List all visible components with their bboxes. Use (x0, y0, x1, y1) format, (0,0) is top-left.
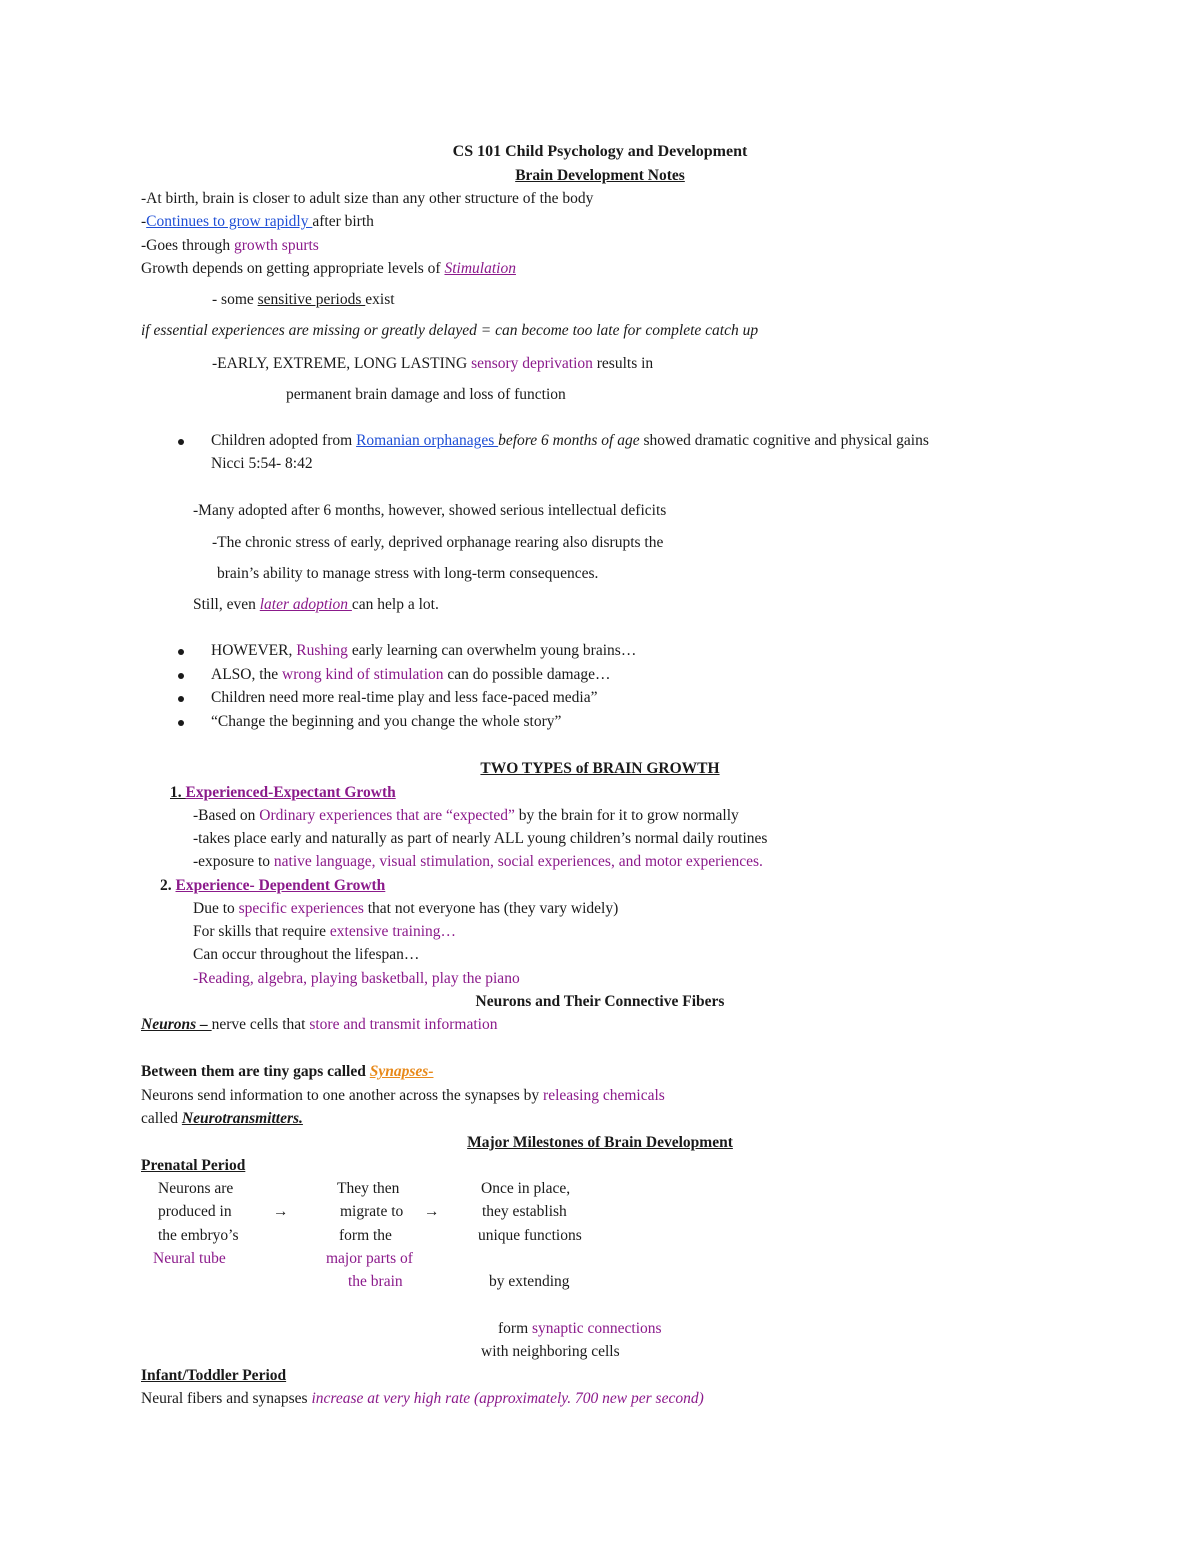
text: -exposure to (193, 853, 274, 870)
two-types-heading: TWO TYPES of BRAIN GROWTH (480, 760, 720, 777)
highlight-stimulation: Stimulation (444, 260, 516, 277)
text: -Goes through (141, 237, 234, 254)
mid-line-1: -Many adopted after 6 months, however, showed serious intellectual deficits (193, 502, 667, 519)
col1-neural-tube: Neural tube (153, 1250, 226, 1267)
highlight-exposure: native language, visual stimulation, social experiences, and motor experiences. (273, 853, 763, 870)
bullet-dot (178, 696, 184, 702)
text: can do possible damage… (443, 666, 611, 683)
col3-line-1: Once in place, (481, 1180, 571, 1197)
text: after birth (312, 213, 374, 230)
bullet-romanian-time: Nicci 5:54- 8:42 (211, 455, 313, 472)
page-subtitle: Brain Development Notes (515, 167, 685, 184)
highlight-growth-spurts: growth spurts (234, 237, 319, 254)
text: Neural fibers and synapses (141, 1390, 312, 1407)
bullet-dot (178, 439, 184, 445)
infant-heading: Infant/Toddler Period (141, 1367, 287, 1384)
highlight-rate: increase at very high rate (approximately. 700 new per second) (311, 1390, 704, 1407)
text: Still, even (193, 596, 260, 613)
term-neurotransmitters: Neurotransmitters. (181, 1110, 303, 1127)
intro-line-4 (141, 260, 516, 278)
type-2-line-2 (193, 923, 456, 941)
highlight-sensory-deprivation: sensory deprivation (471, 355, 593, 372)
type-1-heading (170, 784, 396, 802)
intro-line-5 (212, 291, 395, 309)
type-2-line-3: Can occur throughout the lifespan… (193, 946, 420, 963)
highlight-rushing: Rushing (296, 642, 348, 659)
text: can help a lot. (351, 596, 439, 613)
type-1-line-3 (193, 853, 763, 871)
term-neurons: Neurons – (141, 1016, 212, 1033)
bullet-quote: “Change the beginning and you change the whole story” (211, 713, 562, 730)
arrow-right-icon: → (424, 1203, 440, 1220)
text: results in (592, 355, 654, 372)
bullet-however (211, 642, 636, 660)
col2-major-parts: major parts of (326, 1250, 413, 1267)
intro-line-1: -At birth, brain is closer to adult size than any other structure of the body (141, 190, 594, 207)
type-2-title: Experience- Dependent Growth (175, 877, 386, 894)
mid-line-2: -The chronic stress of early, deprived orphanage rearing also disrupts the (212, 534, 664, 551)
mid-line-3: brain’s ability to manage stress with long-term consequences. (217, 565, 599, 582)
text: HOWEVER, (211, 642, 297, 659)
intro-line-2 (141, 213, 374, 231)
col1-line-1: Neurons are (158, 1180, 234, 1197)
type-1-line-2: -takes place early and naturally as part of nearly ALL young children’s normal daily routines (193, 830, 768, 847)
arrow-right-icon: → (273, 1203, 289, 1220)
text: exist (365, 291, 395, 308)
term-synapses: Synapses- (369, 1063, 434, 1080)
intro-line-8: permanent brain damage and loss of function (286, 386, 566, 403)
highlight-ordinary: Ordinary experiences that are “expected” (259, 807, 515, 824)
highlight-training: extensive training… (329, 923, 457, 940)
infant-line (141, 1390, 704, 1408)
col1-line-2: produced in (158, 1203, 232, 1220)
text: early learning can overwhelm young brains… (347, 642, 637, 659)
synapses-line (141, 1063, 433, 1081)
text: Children adopted from (211, 432, 357, 449)
prenatal-heading: Prenatal Period (141, 1157, 246, 1174)
neurons-definition (141, 1016, 497, 1034)
highlight-synaptic: synaptic connections (532, 1320, 662, 1337)
col2-line-3: form the (339, 1227, 392, 1244)
text: -Based on (193, 807, 260, 824)
bullet-dot (178, 673, 184, 679)
col3-line-2: they establish (482, 1203, 567, 1220)
text: by the brain for it to grow normally (514, 807, 739, 824)
neurons-heading: Neurons and Their Connective Fibers (475, 993, 725, 1010)
col1-line-3: the embryo’s (158, 1227, 239, 1244)
text: Between them are tiny gaps called (141, 1063, 370, 1080)
highlight-store-transmit: store and transmit information (309, 1016, 498, 1033)
number: 2. (160, 877, 176, 894)
text: For skills that require (193, 923, 330, 940)
page-title: CS 101 Child Psychology and Development (452, 143, 748, 160)
text: showed dramatic cognitive and physical gains (639, 432, 929, 449)
text: before 6 months of age (498, 432, 640, 449)
grow-rapidly-link[interactable]: Continues to grow rapidly (146, 213, 313, 230)
intro-line-7 (212, 355, 653, 373)
mid-line-4 (193, 596, 439, 614)
col2-brain: the brain (348, 1273, 403, 1290)
text: called (141, 1110, 182, 1127)
neurotransmitter-line-2 (141, 1110, 303, 1128)
text: nerve cells that (211, 1016, 310, 1033)
col3-form (498, 1320, 662, 1338)
bullet-children-need: Children need more real-time play and less face-paced media” (211, 689, 598, 706)
highlight-wrong-stimulation: wrong kind of stimulation (282, 666, 444, 683)
text: that not everyone has (they vary widely) (363, 900, 619, 917)
type-2-heading (160, 877, 385, 895)
milestones-heading: Major Milestones of Brain Development (467, 1134, 733, 1151)
bullet-also (211, 666, 611, 684)
number: 1. (170, 784, 186, 801)
text: Due to (193, 900, 239, 917)
type-1-title: Experienced-Expectant Growth (185, 784, 396, 801)
col2-line-1: They then (337, 1180, 400, 1197)
dash: - (141, 213, 147, 230)
type-2-line-4: -Reading, algebra, playing basketball, play the piano (193, 970, 520, 987)
text: form (498, 1320, 533, 1337)
bullet-dot (178, 649, 184, 655)
romanian-orphanages-link[interactable]: Romanian orphanages (356, 432, 499, 449)
type-1-line-1 (193, 807, 739, 825)
intro-line-3 (141, 237, 319, 255)
neurotransmitter-line-1 (141, 1087, 665, 1105)
col3-line-3: unique functions (478, 1227, 582, 1244)
text: - some (212, 291, 258, 308)
text: Neurons send information to one another across the synapses by (141, 1087, 544, 1104)
intro-line-6: if essential experiences are missing or greatly delayed = can become too late for complete catch up (141, 322, 759, 339)
highlight-releasing: releasing chemicals (543, 1087, 665, 1104)
text: ALSO, the (211, 666, 283, 683)
type-2-line-1 (193, 900, 618, 918)
text: -EARLY, EXTREME, LONG LASTING (212, 355, 472, 372)
col2-line-2: migrate to (340, 1203, 404, 1220)
bullet-dot (178, 720, 184, 726)
col3-last: with neighboring cells (481, 1343, 620, 1360)
text: Growth depends on getting appropriate levels of (141, 260, 445, 277)
highlight-specific: specific experiences (238, 900, 364, 917)
highlight-later-adoption: later adoption (259, 596, 352, 613)
bullet-romanian (211, 432, 929, 450)
col3-line-4: by extending (489, 1273, 570, 1290)
sensitive-periods: sensitive periods (257, 291, 366, 308)
